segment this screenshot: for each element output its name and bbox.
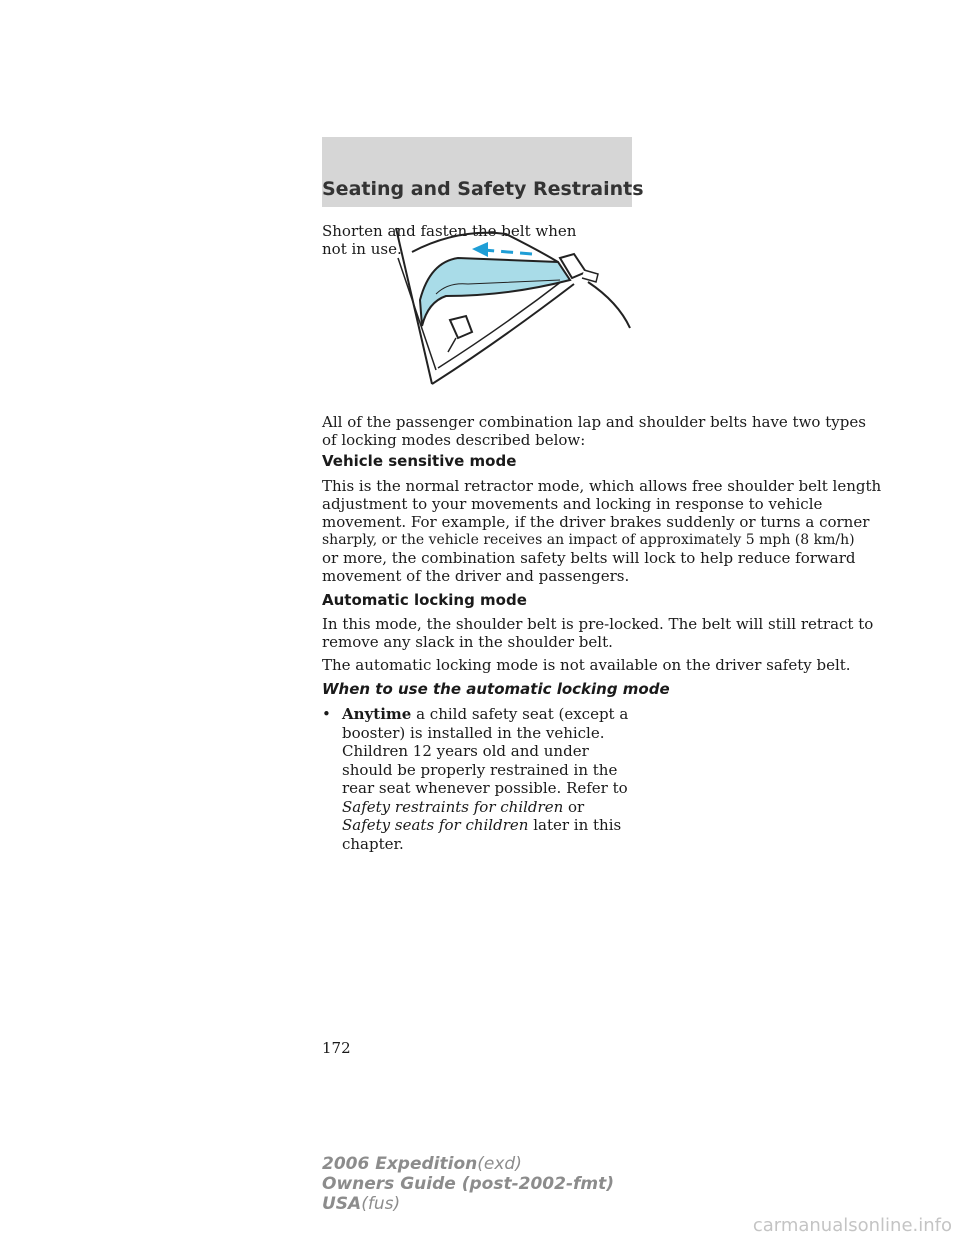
- footer-guide: Owners Guide (post-2002-fmt): [322, 1174, 615, 1194]
- vehicle-mode-line-5: or more, the combination safety belts will lock to help reduce forward: [322, 549, 856, 567]
- when-to-use-heading: When to use the automatic locking mode: [322, 680, 670, 698]
- buckle-icon: [450, 316, 472, 338]
- intro-line-1: Shorten and fasten the belt when: [322, 222, 577, 240]
- auto-mode-heading: Automatic locking mode: [322, 591, 527, 609]
- auto-mode-line-1: In this mode, the shoulder belt is pre-locked. The belt will still retract to: [322, 615, 874, 633]
- vehicle-mode-line-6: movement of the driver and passengers.: [322, 567, 630, 585]
- anytime-text-2: or: [568, 797, 585, 816]
- footer-market: USA: [322, 1194, 362, 1214]
- anytime-bullet-text: [342, 705, 637, 853]
- vehicle-mode-line-3: movement. For example, if the driver brakes suddenly or turns a corner: [322, 513, 870, 531]
- direction-arrow: [484, 250, 532, 254]
- section-title: Seating and Safety Restraints: [322, 178, 644, 200]
- link-safety-restraints[interactable]: Safety restraints for children: [342, 797, 564, 816]
- auto-mode-driver-note: The automatic locking mode is not available on the driver safety belt.: [322, 656, 851, 674]
- page-number: 172: [322, 1039, 351, 1057]
- vehicle-mode-line-1: This is the normal retractor mode, which allows free shoulder belt length: [322, 477, 882, 495]
- anytime-text-3: later in this chapter.: [342, 816, 622, 853]
- vehicle-mode-line-2: adjustment to your movements and locking in response to vehicle: [322, 495, 823, 513]
- footer-market-code: (fus): [361, 1194, 401, 1214]
- anytime-label: Anytime: [342, 705, 412, 723]
- locking-para-line-2: of locking modes described below:: [322, 431, 586, 449]
- locking-para-line-1: All of the passenger combination lap and shoulder belts have two types: [322, 413, 866, 431]
- anytime-text-1: a child safety seat (except a booster) is installed in the vehicle. Children 12 years old and under should be properly restrained in the rear seat whenever possible. Refer to: [342, 705, 629, 797]
- vehicle-mode-line-4: sharply, or the vehicle receives an impact of approximately 5 mph (8 km/h): [322, 532, 855, 548]
- intro-line-2: not in use.: [322, 240, 402, 258]
- link-safety-seats[interactable]: Safety seats for children: [342, 816, 529, 834]
- footer-model: 2006 Expedition: [322, 1154, 478, 1174]
- auto-mode-line-2: remove any slack in the shoulder belt.: [322, 633, 613, 651]
- belt-stow-illustration: [388, 222, 638, 390]
- footer-model-code: (exd): [477, 1154, 522, 1174]
- vehicle-mode-heading: Vehicle sensitive mode: [322, 452, 517, 470]
- bullet-dot: •: [322, 705, 331, 723]
- anytime-bullet-item: [322, 705, 637, 853]
- document-footer: [322, 1154, 614, 1214]
- watermark: carmanualsonline.info: [752, 1215, 952, 1236]
